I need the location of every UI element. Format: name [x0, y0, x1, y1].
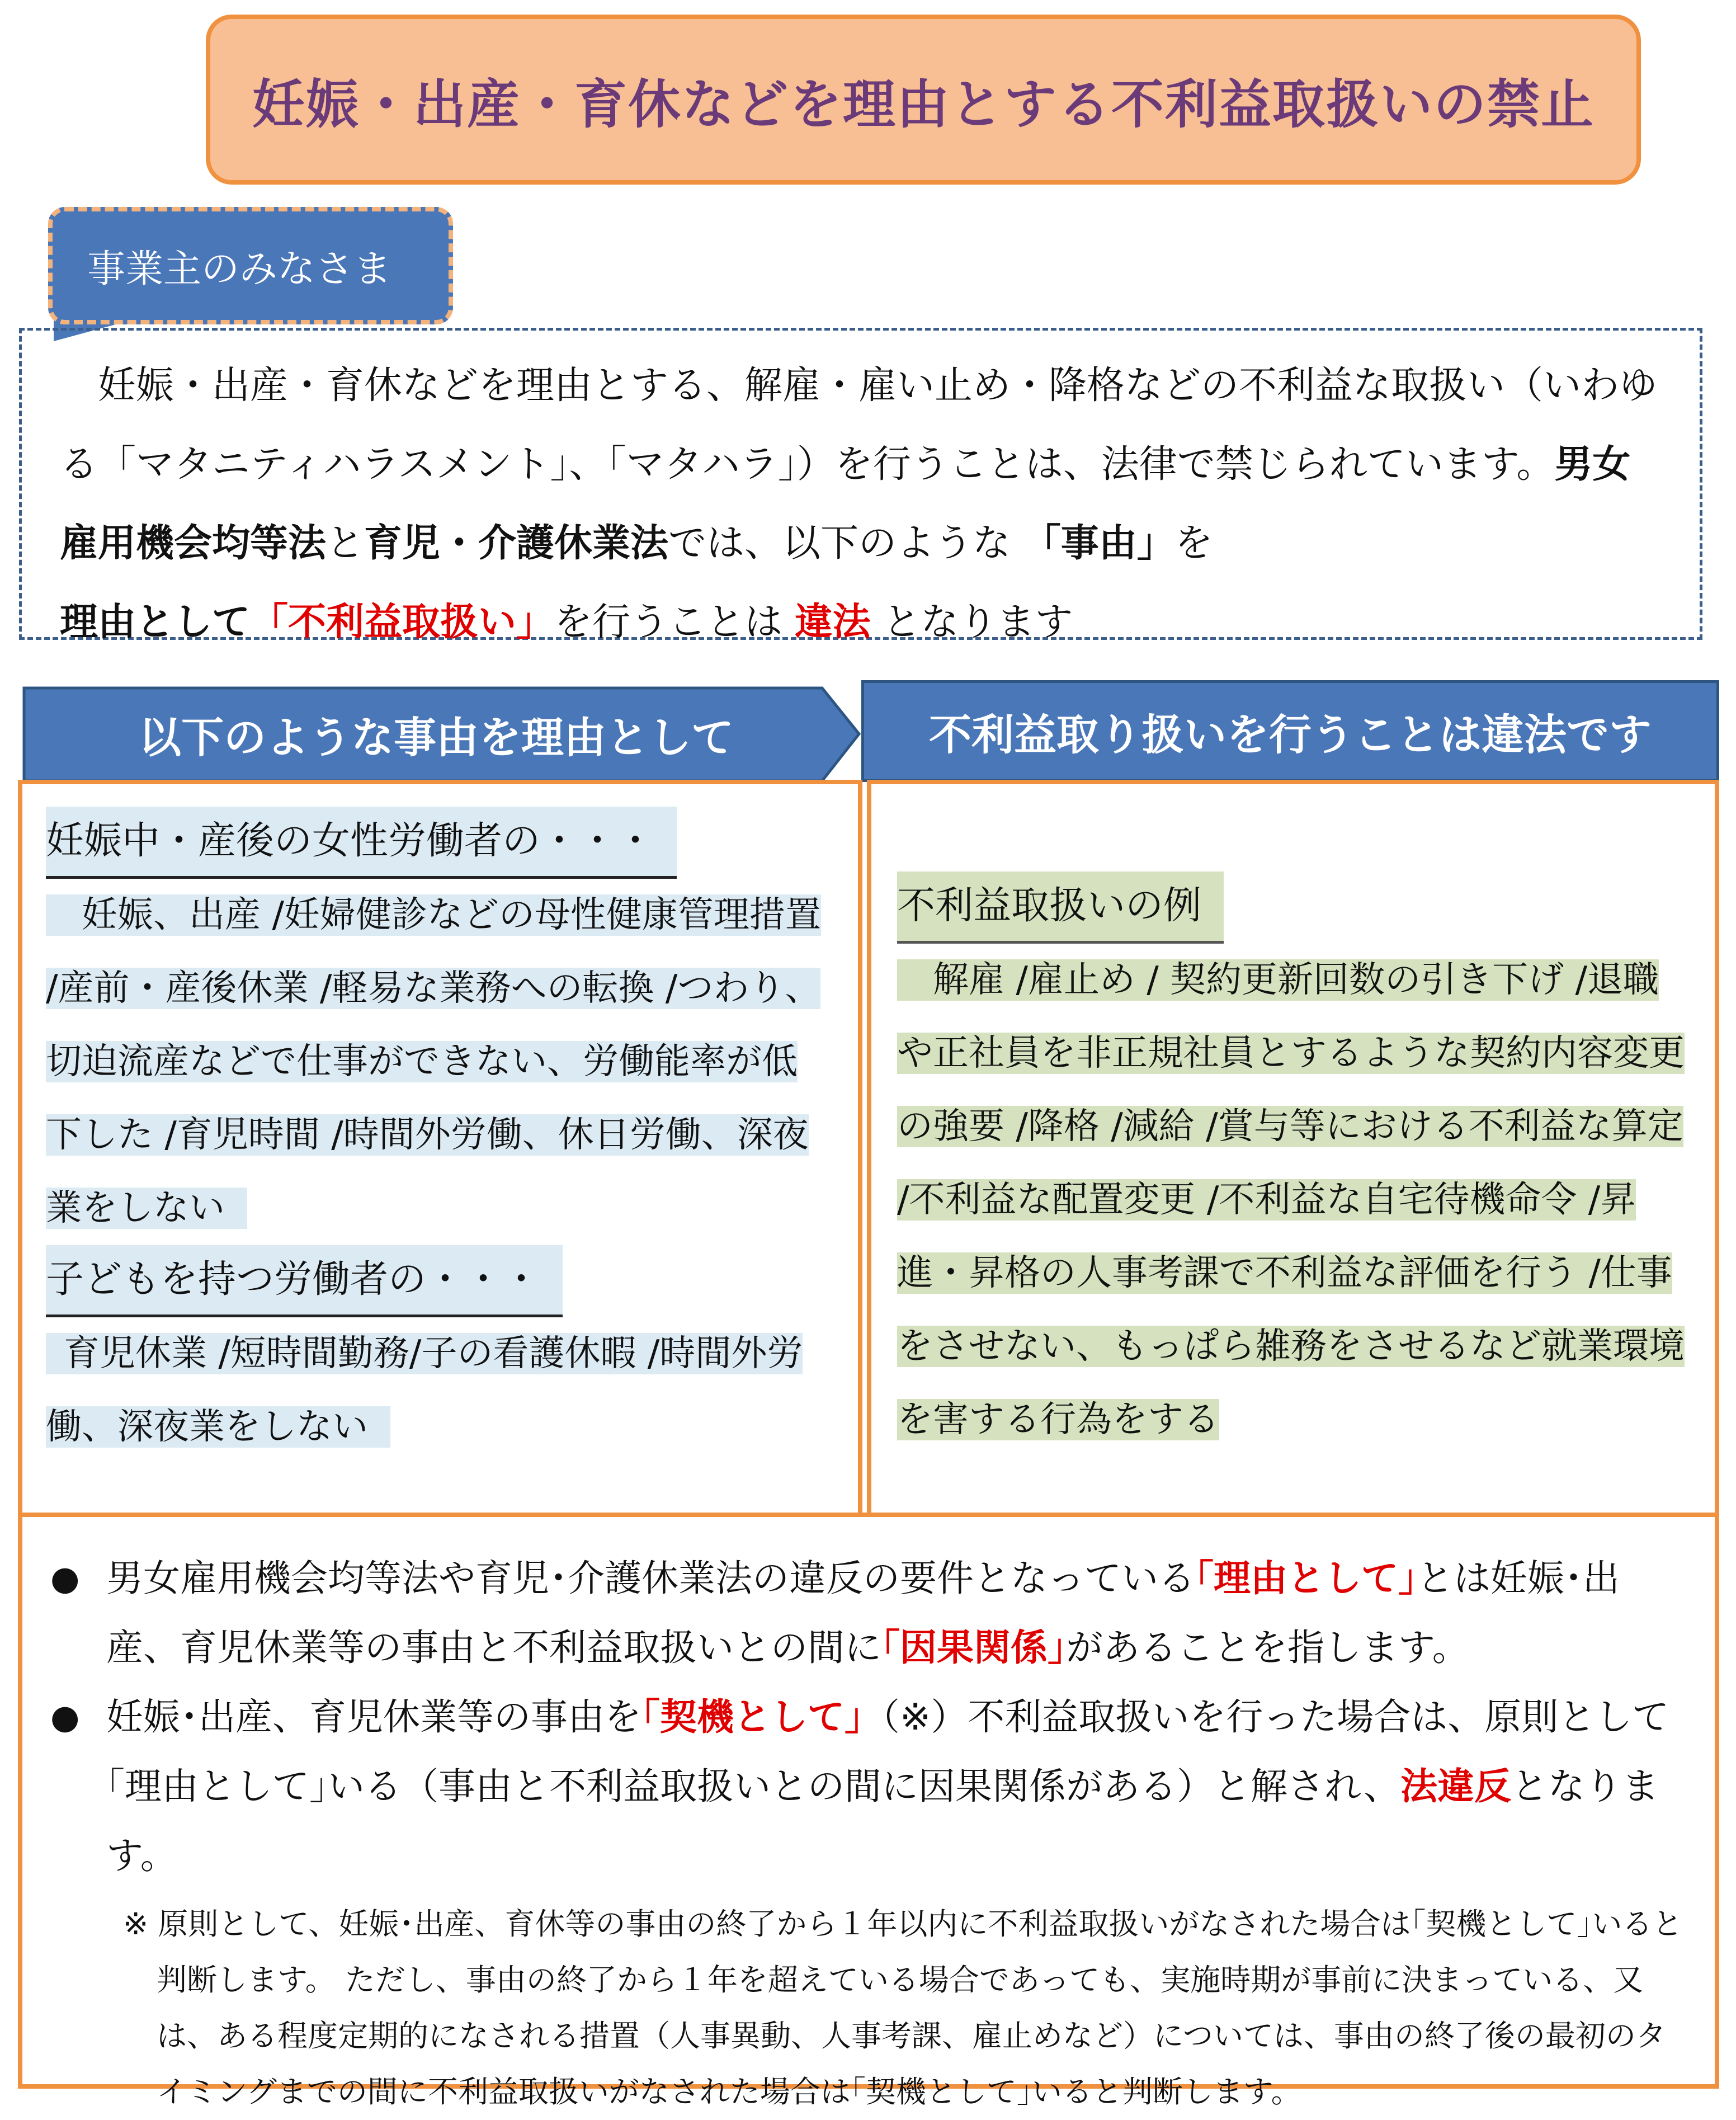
b1-inga-kankei: ｢因果関係｣	[881, 1626, 1066, 1669]
bullet-trigger-text	[106, 1683, 1689, 1891]
intro-riyu-toshite: 理由として	[60, 600, 251, 644]
heading-examples: 不利益取扱いの例	[897, 871, 1224, 944]
b2-text-3: （※）不利益取扱いを行った場合は、原則として｢理由として｣いる（事由と不利益取扱いとの間に因果関係がある）と解され、	[106, 1695, 1669, 1808]
intro-text	[60, 346, 1666, 662]
intro-law-equal-employment: 男女雇用機会均等法	[60, 442, 1631, 566]
intro-text-5: では、以下のような	[668, 521, 1011, 566]
heading-pregnant-wrap	[46, 807, 677, 879]
intro-jiyu: 「事由」	[1022, 521, 1175, 566]
bullet-causality-text	[106, 1544, 1689, 1683]
left-header-label: 以下のような事由を理由として	[139, 712, 734, 762]
examples-text: 解雇 /雇止め / 契約更新回数の引き下げ /退職や正社員を非正規社員とするような契約内容変更の強要 /降格 /減給 /賞与等における不利益な算定 /不利益な配置変更 /不利益な自宅待機命令 /昇進・昇格の人事考課で不利益な評価を行う /仕事をさせない、もっぱら雑務をさせるなど就業環境を害する行為をする	[897, 959, 1685, 1440]
explanation-content	[50, 1544, 1689, 2120]
footnote: ※ 原則として、妊娠･出産、育休等の事由の終了から１年以内に不利益取扱いがなされた場合は｢契機として｣いると判断します。 ただし、事由の終了から１年を超えている場合であっても、実施時期が事前に決まっている、又は、ある程度定期的になされる措置（人事異動、人事考課、雇止めなど）については、事由の終了後の最初のタイミングまでの間に不利益取扱いがなされた場合は｢契機として｣いると判断します。	[123, 1906, 1683, 2109]
intro-text-7: を	[1174, 521, 1213, 566]
bullet-trigger	[50, 1683, 1689, 1891]
b2-text-1: 妊娠･出産、育児休業等の事由を	[106, 1695, 641, 1739]
heading-parent-workers: 子どもを持つ労働者の・・・	[46, 1245, 563, 1317]
bullet-causality	[50, 1544, 1689, 1683]
b2-text-5: となります。	[106, 1765, 1659, 1877]
reasons-parents-wrap	[46, 1317, 832, 1464]
intro-text-1: 妊娠・出産・育休などを理由とする、解雇・雇い止め・降格などの不利益な取扱い（いわゆる「マタニティハラスメント」、「マタハラ」）を行うことは、法律で禁じられています。	[60, 364, 1658, 487]
examples	[897, 959, 1685, 1440]
bullet-dot: ●	[50, 1698, 80, 1737]
reasons-parents	[46, 1333, 803, 1448]
bullet-dot: ●	[50, 1559, 80, 1598]
b1-text-5: があることを指します。	[1066, 1626, 1469, 1669]
title-banner	[206, 15, 1641, 185]
examples-content	[897, 871, 1691, 1457]
audience-label: 事業主のみなさま	[87, 247, 392, 291]
b2-hou-ihan: 法違反	[1400, 1765, 1511, 1808]
reasons-parents-text: 育児休業 /短時間勤務/子の看護休暇 /時間外労働、深夜業をしない	[46, 1333, 803, 1448]
heading-parents-wrap	[46, 1245, 563, 1317]
intro-text-10: を行うことは	[554, 600, 783, 644]
b1-text-3: とは妊娠･出産、育児休業等の事由と不利益取扱いとの間に	[106, 1557, 1620, 1669]
reasons-pregnant-text: 妊娠、出産 /妊婦健診などの母性健康管理措置 /産前・産後休業 /軽易な業務への転換 /つわり、切迫流産などで仕事ができない、労働能率が低下した /育児時間 /時間外労働、休日労働、深夜業をしない	[46, 894, 821, 1229]
intro-furieki: 「不利益取扱い」	[250, 600, 555, 644]
intro-box	[19, 328, 1702, 644]
intro-law-childcare-leave: 育児・介護休業法	[364, 521, 669, 566]
b1-riyu-toshite: ｢理由として｣	[1195, 1557, 1417, 1600]
right-header	[861, 680, 1719, 782]
examples-wrap	[897, 944, 1691, 1457]
intro-text-12: となります	[883, 600, 1073, 644]
intro-text-3: と	[326, 521, 365, 566]
heading-pregnant-workers: 妊娠中・産後の女性労働者の・・・	[46, 807, 677, 879]
reasons-pregnant-wrap	[46, 879, 832, 1245]
b2-keiki-toshite: ｢契機として｣	[641, 1695, 863, 1739]
heading-examples-wrap	[897, 871, 1224, 944]
audience-tag	[48, 207, 453, 324]
b1-text-1: 男女雇用機会均等法や育児･介護休業法の違反の要件となっている	[106, 1557, 1195, 1600]
right-header-label: 不利益取り扱いを行うことは違法です	[929, 709, 1652, 760]
reasons-content	[46, 807, 832, 1464]
intro-ihou: 違法	[794, 600, 871, 644]
reasons-pregnant	[46, 894, 821, 1229]
page-title: 妊娠・出産・育休などを理由とする不利益取扱いの禁止	[252, 74, 1595, 135]
